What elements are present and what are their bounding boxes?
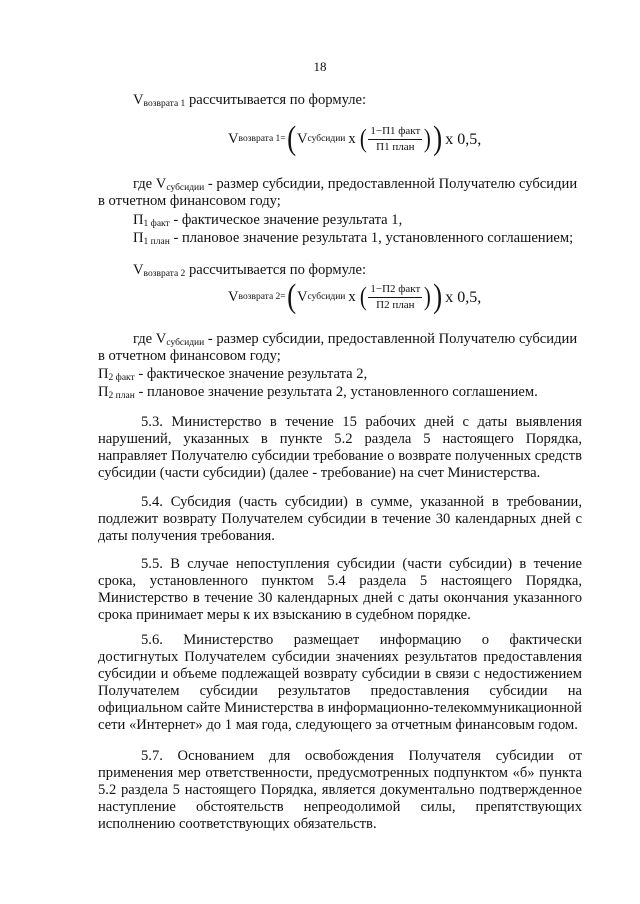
formula2-p-plan [98,384,538,405]
open-paren-inner: ( [359,282,367,311]
close-paren-inner: ) [424,282,432,311]
p-text: - плановое значение результата 2, установленного соглашением. [134,384,538,400]
close-paren: ) [433,120,443,157]
formula2 [228,280,481,314]
fraction [368,283,422,312]
p-var: П [133,212,144,228]
denominator: П2 план [376,298,415,311]
p-text: - плановое значение результата 1, установленного соглашением; [169,230,574,246]
lhs-var: V [228,130,239,147]
subscript: возврата 1 [143,99,186,109]
inner-sub: субсидии [307,291,346,302]
paragraph-line: нарушений, указанных в пункте 5.2 раздела 5 настоящего Порядка, [98,431,582,447]
paragraph-5-3 [98,414,582,482]
paragraph-5-7 [98,748,582,833]
denominator: П1 план [376,140,415,153]
inner-var: V [296,288,308,305]
close-paren: ) [433,278,443,315]
open-paren-inner: ( [359,124,367,153]
page-number: 18 [313,59,327,74]
times-sign: x [348,288,356,305]
p-var: П [98,366,109,382]
paragraph-line: субсидии (части субсидии) (далее - требование) на счет Министерства. [98,465,541,481]
open-paren: ( [286,278,296,315]
formula-tail: x 0,5, [445,130,482,148]
lhs-var: V [228,288,239,305]
formula-tail: x 0,5, [445,288,482,306]
formula1-p-plan [133,230,573,251]
p-text: - фактическое значение результата 2, [134,366,368,382]
paragraph-line: 5.5. В случае непоступления субсидии (части субсидии) в течение [141,556,582,572]
paragraph-line: направляет Получателю субсидии требование о возврате полученных средств [98,448,582,464]
paragraph-5-6 [98,632,582,734]
paragraph-line: Министерство в течение 30 календарных дней с даты окончания указанного [98,590,582,606]
paragraph-line: 5.6. Министерство размещает информацию о фактически [141,632,582,648]
p-sub: 2 план [108,391,135,401]
open-paren: ( [286,120,296,157]
p-text: - фактическое значение результата 1, [169,212,403,228]
where-sub: субсидии [166,183,205,193]
paragraph-line: наступление обстоятельств непреодолимой силы, препятствующих [98,799,582,815]
lhs-sub: возврата 2= [238,291,286,302]
fraction [368,125,422,154]
variable: V [133,262,144,278]
formula2-where-cont: в отчетном финансовом году; [98,348,281,364]
where-lead: где V [133,176,167,192]
numerator: 1−П2 факт [368,283,422,298]
inner-var: V [296,130,308,147]
paragraph-line: 5.7. Основанием для освобождения Получателя субсидии от [141,748,582,764]
close-paren-inner: ) [424,124,432,153]
paragraph-line: срока принимает меры к их взысканию в судебном порядке. [98,607,471,623]
lhs-sub: возврата 1= [238,133,286,144]
formula1-where-cont: в отчетном финансовом году; [98,193,281,209]
paragraph-line: 5.3. Министерство в течение 15 рабочих дней с даты выявления [141,414,582,430]
paragraph-line: применения мер ответственности, предусмотренных подпунктом «б» пункта [98,765,582,781]
formula1 [228,122,481,156]
formula1-intro [133,92,366,113]
p-sub: 2 факт [108,373,135,383]
p-sub: 1 план [143,237,170,247]
paragraph-line: даты получения требования. [98,528,275,544]
intro-text: рассчитывается по формуле: [185,262,367,278]
paragraph-line: срока, установленного пунктом 5.4 раздела 5 настоящего Порядка, [98,573,582,589]
intro-text: рассчитывается по формуле: [185,92,367,108]
paragraph-line: сети «Интернет» до 1 мая года, следующего за отчетным финансовым годом. [98,717,578,733]
where-lead: где V [133,331,167,347]
paragraph-line: достигнутых Получателем субсидии значениях результатов предоставления [98,649,582,665]
paragraph-line: субсидии и объеме подлежащей возврату субсидии в связи с недостижением [98,666,582,682]
paragraph-line: 5.2 раздела 5 настоящего Порядка, является документально подтвержденное [98,782,582,798]
p-var: П [133,230,144,246]
where-sub: субсидии [166,338,205,348]
paragraph-line: 5.4. Субсидия (часть субсидии) в сумме, указанной в требовании, [141,494,582,510]
where-text: - размер субсидии, предоставленной Получателю субсидии [204,331,578,347]
paragraph-line: официальном сайте Министерства в информационно-телекоммуникационной [98,700,582,716]
paragraph-5-4 [98,494,582,545]
variable: V [133,92,144,108]
paragraph-line: Получателем субсидии результатов предоставления субсидии на [98,683,582,699]
times-sign: x [348,130,356,147]
p-sub: 1 факт [143,219,170,229]
numerator: 1−П1 факт [368,125,422,140]
paragraph-5-5 [98,556,582,624]
p-var: П [98,384,109,400]
inner-sub: субсидии [307,133,346,144]
paragraph-line: подлежит возврату Получателем субсидии в течение 30 календарных дней с [98,511,582,527]
subscript: возврата 2 [143,269,186,279]
where-text: - размер субсидии, предоставленной Получателю субсидии [204,176,578,192]
paragraph-line: исполнению соответствующих обязательств. [98,816,377,832]
